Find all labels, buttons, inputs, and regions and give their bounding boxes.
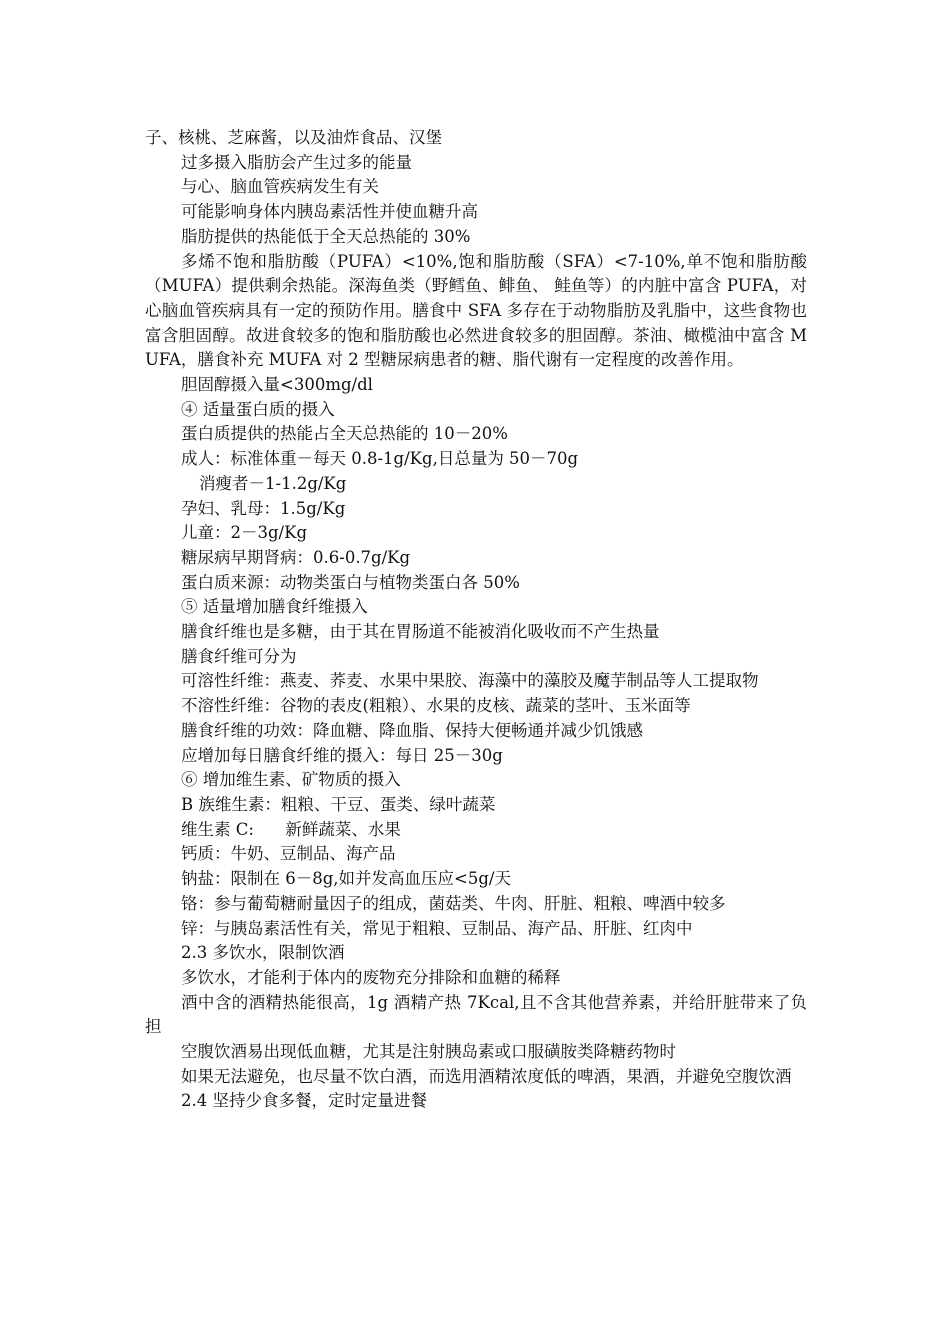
paragraph: 胆固醇摄入量<300mg/dl [181,375,373,395]
paragraph: 膳食纤维也是多糖，由于其在胃肠道不能被消化吸收而不产生热量 [181,622,660,642]
paragraph: 过多摄入脂肪会产生过多的能量 [181,152,412,172]
paragraph: 钙质：牛奶、豆制品、海产品 [181,844,396,864]
paragraph: 多烯不饱和脂肪酸（PUFA）<10%,饱和脂肪酸（SFA）<7-10%,单不饱和脂肪酸（MUFA）提供剩余热能。深海鱼类（野鳕鱼、鲱鱼、 鲑鱼等）的内脏中富含 PUFA，对心脑血管疾病具有一定的预防作用。膳食中 SFA 多存在于动物脂肪及乳脂中，这些食物也富含胆固醇。故进食较多的饱和脂肪酸也必然进食较多的胆固醇。茶油、橄榄油中富含 MUFA，膳食补充 MUFA 对 2 型糖尿病患者的糖、脂代谢有一定程度的改善作用。 [145,251,807,370]
paragraph: 脂肪提供的热能低于全天总热能的 30% [181,226,471,246]
section-heading: ⑤ 适量增加膳食纤维摄入 [181,597,368,617]
paragraph: 锌：与胰岛素活性有关，常见于粗粮、豆制品、海产品、肝脏、红肉中 [181,918,693,938]
paragraph: 铬：参与葡萄糖耐量因子的组成，菌菇类、牛肉、肝脏、粗粮、啤酒中较多 [181,893,726,913]
paragraph: B 族维生素：粗粮、干豆、蛋类、绿叶蔬菜 [181,794,496,814]
paragraph: 可溶性纤维：燕麦、荞麦、水果中果胶、海藻中的藻胶及魔芋制品等人工提取物 [181,671,759,691]
section-heading: ④ 适量蛋白质的摄入 [181,399,335,419]
paragraph: 蛋白质提供的热能占全天总热能的 10－20% [181,424,508,444]
section-heading: ⑥ 增加维生素、矿物质的摄入 [181,770,401,790]
paragraph: 孕妇、乳母：1.5g/Kg [181,498,346,518]
paragraph: 蛋白质来源：动物类蛋白与植物类蛋白各 50% [181,572,520,592]
paragraph: 维生素 C: 新鲜蔬菜、水果 [181,819,401,839]
document-body [145,126,807,1114]
paragraph: 膳食纤维可分为 [181,646,297,666]
paragraph: 膳食纤维的功效：降血糖、降血脂、保持大便畅通并减少饥饿感 [181,720,643,740]
paragraph: 如果无法避免，也尽量不饮白酒，而选用酒精浓度低的啤酒，果酒，并避免空腹饮酒 [181,1066,792,1086]
paragraph: 糖尿病早期肾病：0.6-0.7g/Kg [181,547,411,567]
paragraph: 不溶性纤维：谷物的表皮(粗粮）、水果的皮核、蔬菜的茎叶、玉米面等 [181,696,691,716]
paragraph: 与心、脑血管疾病发生有关 [181,177,379,197]
paragraph: 钠盐：限制在 6－8g,如并发高血压应<5g/天 [181,869,511,889]
paragraph: 子、核桃、芝麻酱，以及油炸食品、汉堡 [145,128,442,147]
paragraph: 应增加每日膳食纤维的摄入：每日 25－30g [181,745,503,765]
paragraph: 可能影响身体内胰岛素活性并使血糖升高 [181,202,478,222]
paragraph: 儿童：2－3g/Kg [181,523,308,543]
paragraph: 酒中含的酒精热能很高，1g 酒精产热 7Kcal,且不含其他营养素，并给肝脏带来了负担 [145,992,807,1037]
paragraph: 消瘦者－1-1.2g/Kg [199,473,347,493]
paragraph: 成人：标准体重－每天 0.8-1g/Kg,日总量为 50－70g [181,449,579,469]
paragraph: 空腹饮酒易出现低血糖，尤其是注射胰岛素或口服磺胺类降糖药物时 [181,1042,676,1062]
section-heading: 2.4 坚持少食多餐，定时定量进餐 [181,1091,427,1111]
section-heading: 2.3 多饮水，限制饮酒 [181,943,345,963]
paragraph: 多饮水，才能利于体内的废物充分排除和血糖的稀释 [181,967,561,987]
